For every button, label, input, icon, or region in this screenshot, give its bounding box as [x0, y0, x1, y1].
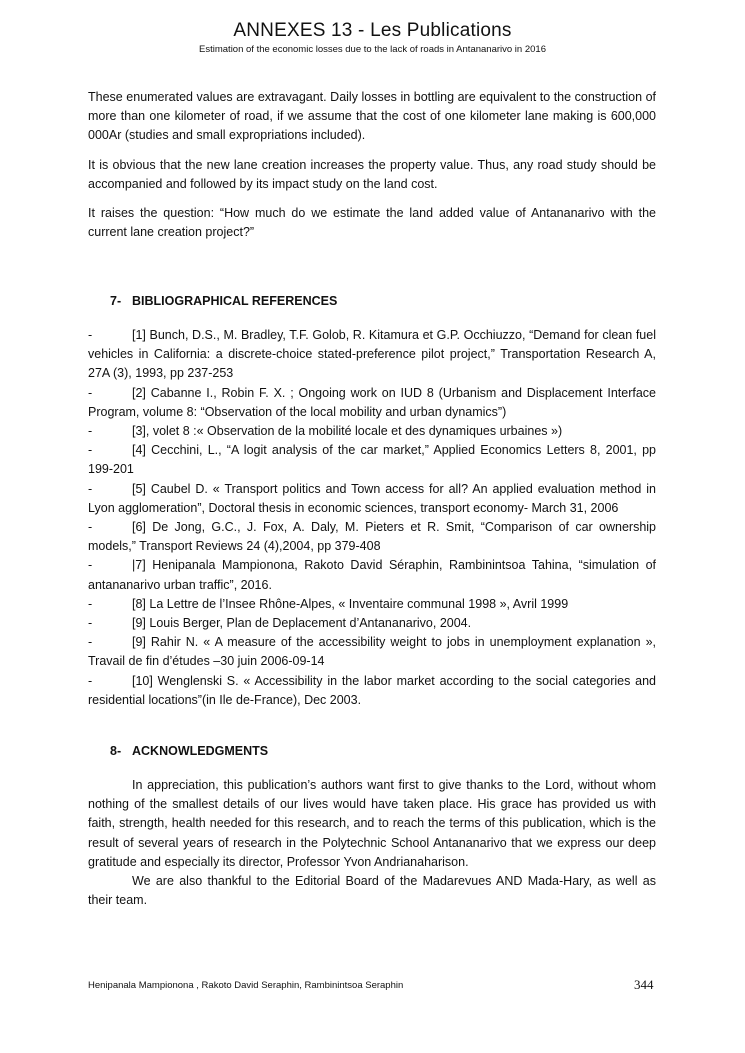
- reference-item: - [9] Louis Berger, Plan de Deplacement d’Antananarivo, 2004.: [88, 616, 472, 631]
- header-title: ANNEXES 13 - Les Publications: [233, 20, 512, 41]
- acknowledgments-paragraph-1: In appreciation, this publication’s authors want first to give thanks to the Lord, without whom nothing of the smallest details of our lives would have taken place. His grace has provided us with faith, strength, health needed for this research, and to reach the terms of this publication, which is the result of several years of research in the Polytechnic School Antananarivo that we express our deep gratitude and especially its director, Professor Yvon Andrianaharison.: [88, 778, 656, 869]
- reference-item: - [4] Cecchini, L., “A logit analysis of the car market,” Applied Economics Letters 8, 2001, pp 199-201: [88, 443, 656, 477]
- reference-item: - [10] Wenglenski S. « Accessibility in the labor market according to the social categories and residential locations”(in Ile de-France), Dec 2003.: [88, 673, 656, 707]
- references-list: [88, 326, 656, 710]
- reference-item: - [6] De Jong, G.C., J. Fox, A. Daly, M. Pieters et R. Smit, “Comparison of car ownership models,” Transport Reviews 24 (4),2004, pp 379-408: [88, 520, 656, 554]
- reference-item: - [9] Rahir N. « A measure of the accessibility weight to jobs in unemployment explanation », Travail de fin d’études –30 juin 2006-09-14: [88, 635, 656, 669]
- reference-item: - |7] Henipanala Mampionona, Rakoto David Séraphin, Rambinintsoa Tahina, “simulation of antananarivo urban traffic”, 2016.: [88, 558, 656, 592]
- reference-item: - [3], volet 8 :« Observation de la mobilité locale et des dynamiques urbaines »): [88, 424, 563, 439]
- reference-item: - [2] Cabanne I., Robin F. X. ; Ongoing work on IUD 8 (Urbanism and Displacement Interface Program, volume 8: “Observation of the local mobility and urban dynamics”): [88, 385, 656, 419]
- reference-item: - [1] Bunch, D.S., M. Bradley, T.F. Golob, R. Kitamura et G.P. Occhiuzzo, “Demand for clean fuel vehicles in California: a discrete-choice stated-preference pilot project,” Transportation Research A, 27A (3), 1993, pp 237-253: [88, 328, 656, 381]
- references-heading: [110, 294, 337, 308]
- references-number: 7-: [110, 294, 122, 308]
- acknowledgments-heading: [110, 744, 268, 758]
- intro-paragraph-2: It is obvious that the new lane creation increases the property value. Thus, any road study should be accompanied and followed by its impact study on the land cost.: [88, 157, 656, 191]
- header-subtitle: Estimation of the economic losses due to the lack of roads in Antananarivo in 2016: [199, 44, 546, 55]
- references-title: BIBLIOGRAPHICAL REFERENCES: [132, 294, 338, 308]
- intro-paragraph-1: These enumerated values are extravagant. Daily losses in bottling are equivalent to the construction of more than one kilometer of road, if we assume that the cost of one kilometer lane making is 600,000 000Ar (studies and small expropriations included).: [88, 90, 656, 143]
- acknowledgments-title: ACKNOWLEDGMENTS: [132, 744, 269, 758]
- acknowledgments-section: [88, 776, 656, 910]
- reference-item: - [8] La Lettre de l’Insee Rhône-Alpes, « Inventaire communal 1998 », Avril 1999: [88, 596, 569, 611]
- footer-authors: Henipanala Mampionona , Rakoto David Seraphin, Rambinintsoa Seraphin: [88, 980, 404, 991]
- page-number: 344: [634, 977, 654, 992]
- reference-item: - [5] Caubel D. « Transport politics and Town access for all? An applied evaluation method in Lyon agglomeration”, Doctoral thesis in economic sciences, transport economy- March 31, 2006: [88, 481, 656, 515]
- intro-section: [88, 88, 656, 242]
- acknowledgments-paragraph-2: We are also thankful to the Editorial Board of the Madarevues AND Mada-Hary, as well as their team.: [88, 874, 656, 908]
- acknowledgments-number: 8-: [110, 744, 122, 758]
- intro-paragraph-3: It raises the question: “How much do we estimate the land added value of Antananarivo with the current lane creation project?”: [88, 206, 656, 240]
